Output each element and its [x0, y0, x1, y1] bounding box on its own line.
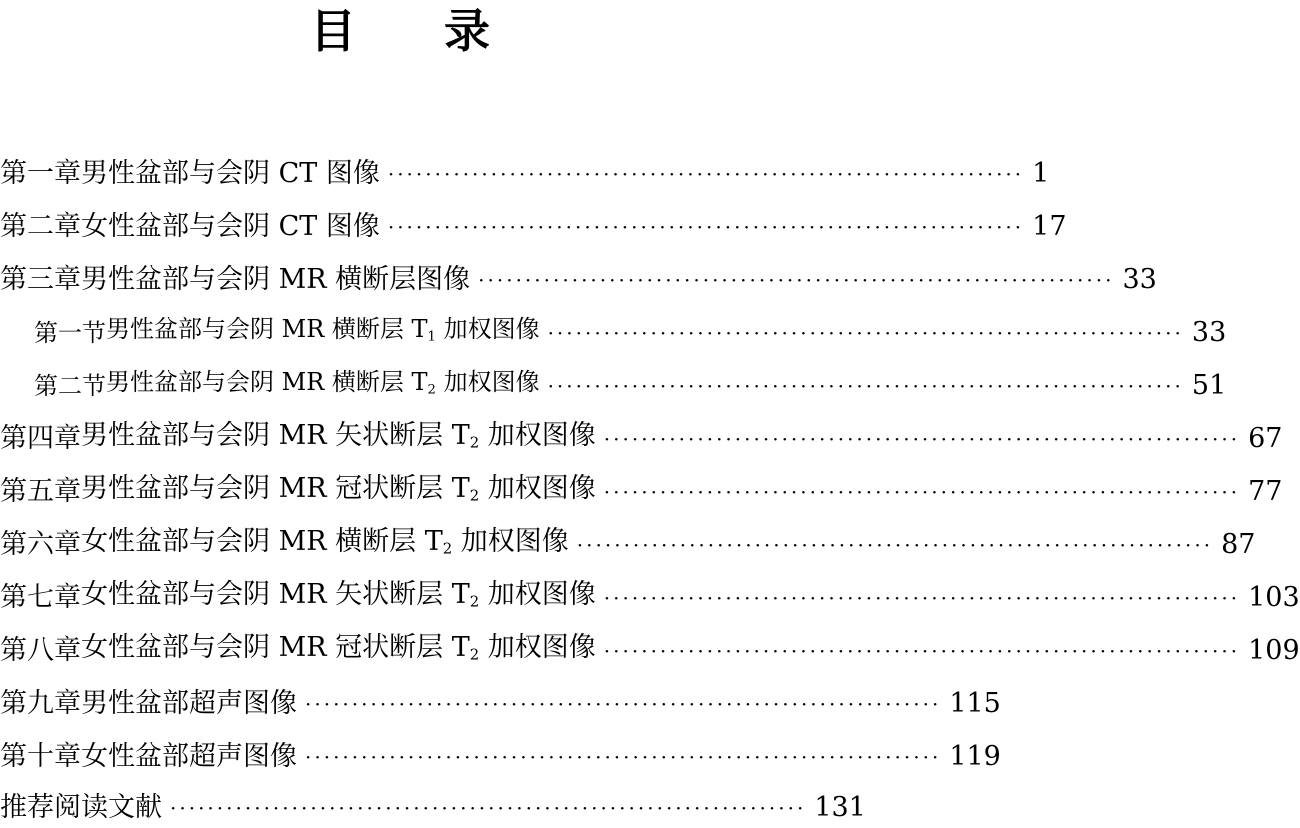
- toc-chapter-label: 第三章: [0, 264, 81, 295]
- toc-entry[interactable]: [0, 684, 1001, 724]
- leader-dots: ····································································: [478, 268, 1115, 292]
- toc-title: 男性盆部与会阴 MR 横断层 $T_1$ 加权图像: [106, 314, 540, 345]
- leader-dots: ····································································: [603, 427, 1241, 451]
- toc-page-number: 119: [949, 741, 1001, 772]
- toc-title: 男性盆部与会阴 MR 横断层图像: [81, 264, 471, 295]
- page-title: 目 录: [309, 4, 526, 58]
- toc-title: 男性盆部与会阴 MR 冠状断层 $T_2$ 加权图像: [81, 472, 596, 505]
- toc-page-number: 103: [1248, 582, 1300, 613]
- toc-entry[interactable]: [0, 260, 1157, 300]
- toc-page-number: 33: [1191, 317, 1227, 348]
- leader-dots: ····································································: [305, 745, 942, 769]
- toc-chapter-label: 第二章: [0, 211, 81, 242]
- toc-title: 推荐阅读文献: [0, 792, 162, 823]
- toc-page-number: 115: [949, 688, 1001, 719]
- toc-entry[interactable]: [0, 472, 1283, 512]
- toc-section-entry[interactable]: [0, 313, 1227, 353]
- toc-entry[interactable]: [0, 788, 866, 828]
- toc-page-number: 109: [1248, 635, 1300, 666]
- toc-title: 男性盆部超声图像: [81, 688, 297, 719]
- toc-entry[interactable]: [0, 631, 1300, 671]
- toc-chapter-label: 第十章: [0, 741, 81, 772]
- toc-title: 女性盆部与会阴 MR 冠状断层 $T_2$ 加权图像: [81, 631, 596, 664]
- toc-page-number: 51: [1191, 370, 1227, 401]
- toc-section-label: 第一节: [34, 319, 106, 347]
- toc-chapter-label: 第八章: [0, 635, 81, 666]
- toc-page-number: 1: [1032, 158, 1050, 189]
- toc-title: 女性盆部超声图像: [81, 741, 297, 772]
- toc-chapter-label: 第九章: [0, 688, 81, 719]
- leader-dots: ····································································: [170, 796, 807, 820]
- toc-page-number: 131: [814, 792, 866, 823]
- toc-title: 男性盆部与会阴 CT 图像: [81, 158, 380, 189]
- toc-title: 女性盆部与会阴 MR 横断层 $T_2$ 加权图像: [81, 525, 569, 558]
- toc-page-number: 77: [1248, 476, 1283, 507]
- toc-page-number: 33: [1122, 264, 1157, 295]
- toc-title: 男性盆部与会阴 MR 横断层 $T_2$ 加权图像: [106, 367, 540, 398]
- toc-chapter-label: 第六章: [0, 529, 81, 560]
- toc-page-number: 67: [1248, 423, 1283, 454]
- leader-dots: ····································································: [603, 586, 1241, 610]
- toc-section-entry[interactable]: [0, 366, 1227, 406]
- toc-title: 男性盆部与会阴 MR 矢状断层 $T_2$ 加权图像: [81, 419, 596, 452]
- toc-title: 女性盆部与会阴 CT 图像: [81, 211, 380, 242]
- toc-section-label: 第二节: [34, 372, 106, 400]
- toc-chapter-label: 第五章: [0, 476, 81, 507]
- toc-chapter-label: 第四章: [0, 423, 81, 454]
- toc-chapter-label: 第七章: [0, 582, 81, 613]
- leader-dots: ····································································: [603, 480, 1241, 504]
- toc-entry[interactable]: [0, 154, 1050, 194]
- leader-dots: ····································································: [305, 692, 942, 716]
- leader-dots: ····································································: [576, 533, 1214, 557]
- leader-dots: ····································································: [547, 374, 1184, 398]
- leader-dots: ····································································: [387, 162, 1025, 186]
- toc-page-number: 87: [1221, 529, 1256, 560]
- leader-dots: ····································································: [603, 639, 1241, 663]
- toc-entry[interactable]: [0, 525, 1256, 565]
- toc-entry[interactable]: [0, 737, 1001, 777]
- toc-entry[interactable]: [0, 207, 1067, 247]
- toc-entry[interactable]: [0, 419, 1283, 459]
- toc-page-number: 17: [1032, 211, 1067, 242]
- leader-dots: ····································································: [547, 321, 1184, 345]
- leader-dots: ····································································: [387, 215, 1025, 239]
- toc-chapter-label: 第一章: [0, 158, 81, 189]
- toc-entry[interactable]: [0, 578, 1300, 618]
- toc-title: 女性盆部与会阴 MR 矢状断层 $T_2$ 加权图像: [81, 578, 596, 611]
